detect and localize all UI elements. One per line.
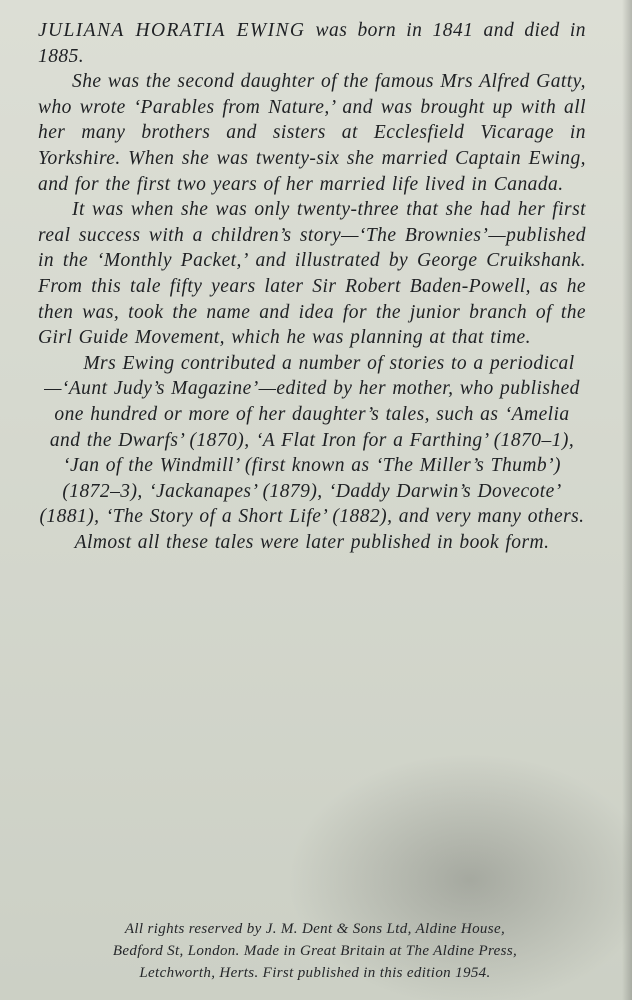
- biography-paragraph-family: She was the second daughter of the famous Mrs Alfred Gatty, who wrote ‘Parables from Nature,’ and was brought up with all her many brothers and sisters at Ecclesfield Vicarage in Yorkshire. When she was twenty-six she married Captain Ewing, and for the first two years of her married life lived in Canada.: [38, 71, 586, 195]
- imprint-line-2: Bedford St, London. Made in Great Britain at The Aldine Press,: [112, 943, 518, 959]
- biography-intro: [38, 18, 586, 69]
- imprint-line-3: Letchworth, Herts. First published in this edition 1954.: [139, 965, 491, 981]
- author-name: JULIANA HORATIA EWING: [38, 20, 306, 41]
- copyright-imprint: [40, 918, 590, 984]
- biography-paragraph-works: Mrs Ewing contributed a number of stories to a periodical—‘Aunt Judy’s Magazine’—edited by her mother, who published one hundred or more of her daughter’s tales, such as ‘Amelia and the Dwarfs’ (1870), ‘A Flat Iron for a Farthing’ (1870–1), ‘Jan of the Windmill’ (first known as ‘The Miller’s Thumb’) (1872–3), ‘Jackanapes’ (1879), ‘Daddy Darwin’s Dovecote’ (1881), ‘The Story of a Short Life’ (1882), and very many others. Almost all these tales were later published in book form.: [39, 352, 585, 553]
- biography-text: [38, 18, 586, 555]
- author-dates: was born in 1841 and died in 1885.: [38, 20, 586, 67]
- page-edge-shadow: [622, 0, 632, 1000]
- imprint-line-1: All rights reserved by J. M. Dent & Sons Ltd, Aldine House,: [124, 921, 506, 937]
- biography-paragraph-brownies: It was when she was only twenty-three that she had her first real success with a children’s story—‘The Brownies’—published in the ‘Monthly Packet,’ and illustrated by George Cruikshank. From this tale fifty years later Sir Robert Baden-Powell, as he then was, took the name and idea for the junior branch of the Girl Guide Movement, which he was planning at that time.: [38, 199, 586, 349]
